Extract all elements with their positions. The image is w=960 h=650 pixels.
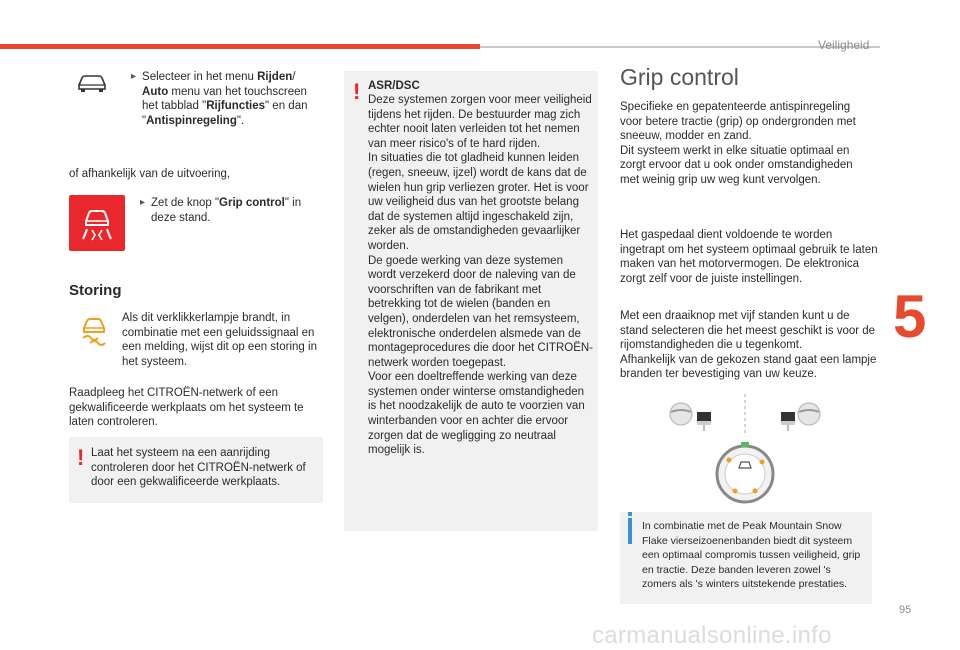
bullet-select-menu-text: Selecteer in het menu Rijden/ Auto menu van het touchscreen het tabblad "Rijfuncties" en dan "Antispinregeling". (142, 71, 308, 127)
grip-control-button-icon (69, 195, 125, 251)
header-accent-bar (0, 44, 480, 49)
consult-network-text: Raadpleeg het CITROËN-netwerk of een gekwalificeerde werkplaats om het systeem te laten controleren. (69, 387, 304, 429)
section-title: Veiligheid (818, 38, 870, 52)
grip-intro-text: Specifieke en gepatenteerde antispinregeling voor betere tractie (grip) op ondergronden met sneeuw, modder en zand. Dit systeem werkt in elke situatie optimaal en zorgt ervoor dat u ook onder omstandigheden met weinig grip uw weg kunt vervolgen. (620, 101, 856, 186)
info-icon-dot (628, 512, 632, 516)
grip-dial-illustration (655, 394, 835, 506)
warning-text: Laat het systeem na een aanrijding controleren door het CITROËN-netwerk of door een gekwalificeerde werkplaats. (91, 447, 306, 489)
exclamation-icon: ! (77, 445, 85, 470)
skid-warning-lamp-icon (76, 314, 112, 350)
asr-dsc-box (344, 71, 598, 531)
asr-dsc-text: Deze systemen zorgen voor meer veiligheid tijdens het rijden. De bestuurder mag zich echter nooit laten verleiden tot het nemen van meer risico's of te hard rijden. In situaties die tot gladheid kunnen leiden (regen, sneeuw, ijzel) wordt de kans dat de wielen hun grip verliezen groter. Het is voor uw veiligheid dus van het grootste belang dat de systemen altijd ingeschakeld zijn, zeker als de omstandigheden gevaarlijker worden. De goede werking van deze systemen wordt verzekerd door de naleving van de voorschriften van de fabrikant met betrekking tot de wielen (banden en velgen), onderdelen van het remsysteem, elektronische onderdelen alsmede van de montageprocedures die door het CITROËN-netwerk worden toegepast. Voor een doeltreffende werking van deze systemen onder winterse omstandigheden is het noodzakelijk de auto te voorzien van winterbanden voor en achter die ervoor zorgen dat de wegligging zo neutraal mogelijk is. (368, 94, 593, 457)
variant-text: of afhankelijk van de uitvoering, (69, 168, 231, 180)
grip-throttle-text: Het gaspedaal dient voldoende te worden ingetrapt om het systeem optimaal gebruik te laten maken van het motorvermogen. De elektronica zorgt zelf voor de juiste instellingen. (620, 229, 878, 285)
info-box (620, 512, 872, 604)
page-number: 95 (899, 604, 912, 616)
info-icon-bar (628, 518, 632, 544)
bullet-grip-knob-text: Zet de knop "Grip control" in deze stand. (151, 197, 302, 224)
storing-heading: Storing (69, 282, 122, 299)
watermark: carmanualsonline.info (592, 622, 832, 649)
grip-knob-text: Met een draaiknop met vijf standen kunt u de stand selecteren die het meest geschikt is voor de rijomstandigheden die u tegenkomt. Afhankelijk van de gekozen stand gaat een lampje branden ter bevestiging van uw keuze. (620, 310, 877, 381)
grip-control-heading: Grip control (620, 64, 739, 90)
info-text: In combinatie met de Peak Mountain Snow Flake vierseizoenenbanden biedt dit systeem een optimaal compromis tussen veiligheid, grip en tractie. Deze banden leveren zowel 's zomers als 's winters uitstekende prestaties. (642, 520, 861, 590)
exclamation-icon: ! (353, 79, 361, 104)
arrow-bullet-icon: ▸ (131, 71, 137, 82)
car-menu-icon (76, 70, 108, 94)
storing-text: Als dit verklikkerlampje brandt, in combinatie met een geluidssignaal en een melding, wijst dit op een storing in het systeem. (122, 312, 317, 368)
asr-dsc-title: ASR/DSC (368, 80, 420, 92)
bullet-select-menu (131, 70, 323, 128)
warning-box (69, 437, 323, 503)
arrow-bullet-icon: ▸ (140, 197, 146, 208)
chapter-number: 5 (893, 283, 927, 350)
bullet-grip-knob (140, 196, 320, 225)
